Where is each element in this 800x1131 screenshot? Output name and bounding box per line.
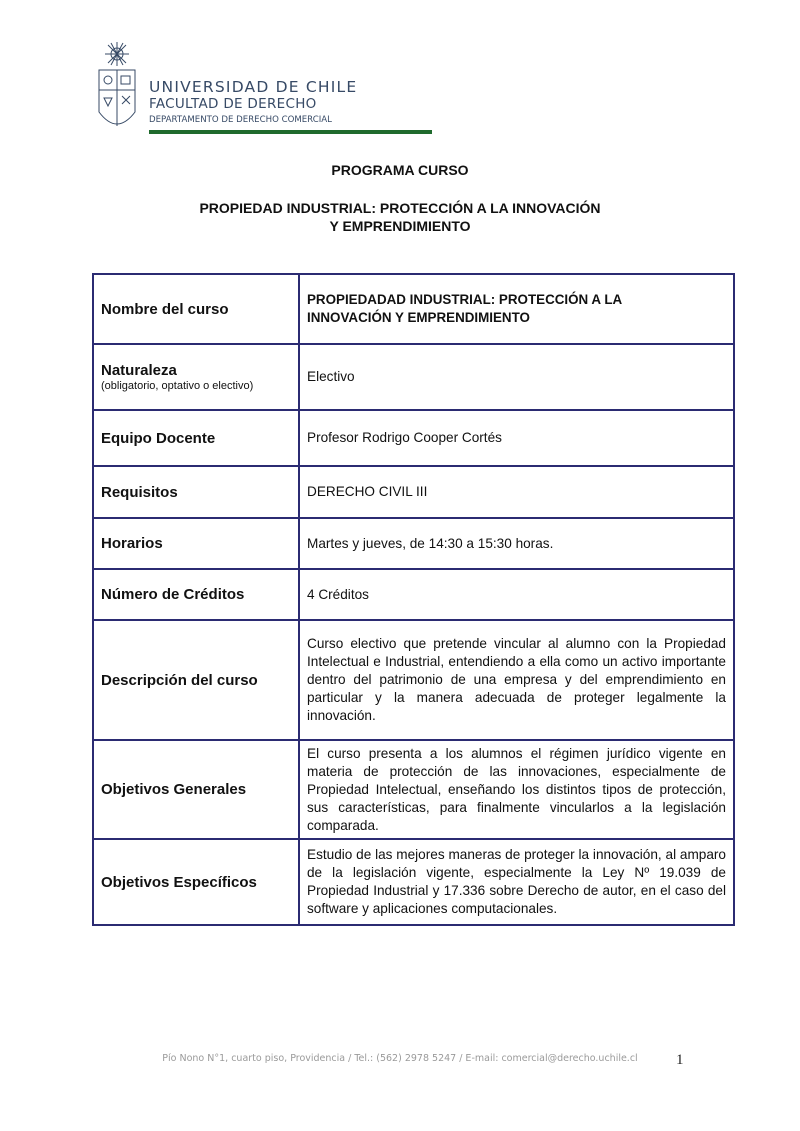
- table-row: [93, 518, 734, 569]
- footer-contact: Pío Nono N°1, cuarto piso, Providencia / Tel.: (562) 2978 5247 / E-mail: comercial@derecho.uchile.cl: [162, 1053, 638, 1064]
- row-value: Curso electivo que pretende vincular al alumno con la Propiedad Intelectual e Industrial, entendiendo a ella como un activo importante dentro del patrimonio de una empresa y del emprendimiento en particular y la manera adecuada de proteger legalmente la innovación.: [299, 620, 734, 740]
- row-label: Equipo Docente: [93, 410, 299, 466]
- table-row: [93, 839, 734, 925]
- course-name-line-1: PROPIEDADAD INDUSTRIAL: PROTECCIÓN A LA: [307, 292, 623, 307]
- course-name-line-2: INNOVACIÓN Y EMPRENDIMIENTO: [307, 310, 530, 325]
- table-row: [93, 344, 734, 410]
- table-row: [93, 274, 734, 344]
- row-value: 4 Créditos: [299, 569, 734, 620]
- row-value: Profesor Rodrigo Cooper Cortés: [299, 410, 734, 466]
- course-title: [0, 199, 800, 235]
- row-label: Requisitos: [93, 466, 299, 518]
- row-label-text: Naturaleza: [101, 362, 177, 379]
- row-value: [299, 274, 734, 344]
- department-name: DEPARTAMENTO DE DERECHO COMERCIAL: [149, 115, 332, 125]
- row-label: Objetivos Generales: [93, 740, 299, 839]
- row-value: Estudio de las mejores maneras de proteger la innovación, al amparo de la legislación vigente, especialmente la Ley Nº 19.039 de Propiedad Industrial y 17.336 sobre Derecho de autor, en el caso del software y aplicaciones computacionales.: [299, 839, 734, 925]
- row-label: Descripción del curso: [93, 620, 299, 740]
- university-name: UNIVERSIDAD DE CHILE: [149, 78, 358, 96]
- row-label: Número de Créditos: [93, 569, 299, 620]
- table-row: [93, 569, 734, 620]
- course-title-line-1: PROPIEDAD INDUSTRIAL: PROTECCIÓN A LA INNOVACIÓN: [199, 200, 601, 216]
- row-label: Nombre del curso: [93, 274, 299, 344]
- letterhead: [93, 40, 358, 138]
- row-label: Objetivos Específicos: [93, 839, 299, 925]
- row-value: Martes y jueves, de 14:30 a 15:30 horas.: [299, 518, 734, 569]
- university-seal-icon: [93, 40, 141, 138]
- faculty-name: FACULTAD DE DERECHO: [149, 96, 317, 112]
- row-label: [93, 344, 299, 410]
- table-row: [93, 466, 734, 518]
- page-number: 1: [676, 1052, 684, 1068]
- row-value: El curso presenta a los alumnos el régimen jurídico vigente en materia de protección de las innovaciones, especialmente de Propiedad Intelectual, enseñando los distintos tipos de protección, sus características, para finalmente vincularlos a la legislación comparada.: [299, 740, 734, 839]
- table-row: [93, 410, 734, 466]
- row-value: Electivo: [299, 344, 734, 410]
- table-row: [93, 620, 734, 740]
- page-title: PROGRAMA CURSO: [331, 162, 469, 178]
- course-title-line-2: Y EMPRENDIMIENTO: [329, 218, 471, 234]
- row-value: DERECHO CIVIL III: [299, 466, 734, 518]
- course-info-table: [92, 273, 735, 926]
- header-rule: [149, 130, 432, 134]
- table-row: [93, 740, 734, 839]
- row-label: Horarios: [93, 518, 299, 569]
- row-sublabel: (obligatorio, optativo o electivo): [101, 380, 254, 392]
